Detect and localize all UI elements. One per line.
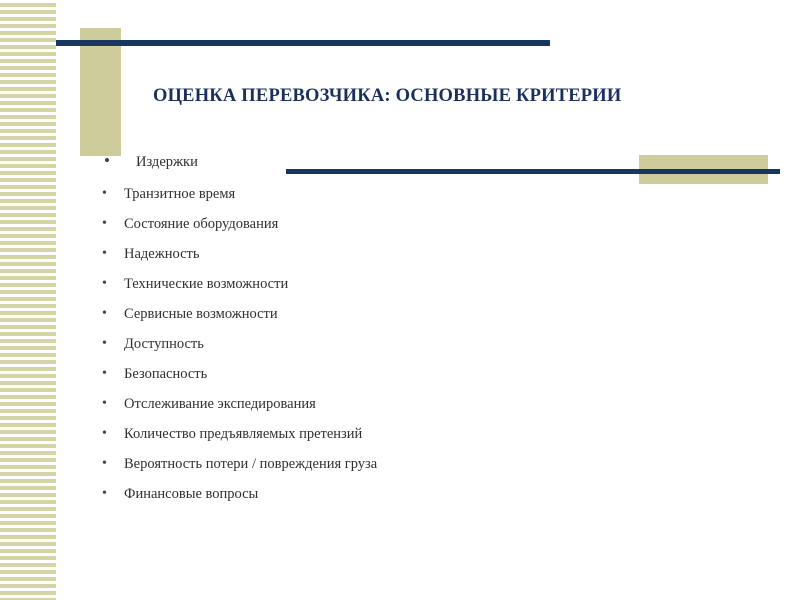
list-item-label: Отслеживание экспедирования [124,396,316,412]
bullet-icon: • [102,276,107,291]
bullet-icon: • [102,246,107,261]
bullet-icon: • [102,366,107,381]
bullet-icon: • [102,396,107,411]
list-item-label: Транзитное время [124,186,236,202]
list-item-label: Доступность [124,336,204,352]
bullet-icon: • [104,151,110,170]
bullet-icon: • [102,306,107,321]
slide-title: ОЦЕНКА ПЕРЕВОЗЧИКА: ОСНОВНЫЕ КРИТЕРИИ [153,86,622,106]
list-item-label: Надежность [124,246,200,262]
left-stripes-decoration [0,0,56,600]
bullet-icon: • [102,186,107,201]
top-accent-bar [56,40,550,46]
list-item-label: Безопасность [124,366,208,382]
list-item-label: Состояние оборудования [124,216,279,232]
list-item-label: Вероятность потери / повреждения груза [124,456,378,472]
bullet-icon: • [102,426,107,441]
bullet-icon: • [102,216,107,231]
list-item-label: Технические возможности [124,276,289,292]
top-accent-block [80,28,121,156]
bullet-icon: • [102,456,107,471]
list-item-label: Количество предъявляемых претензий [124,426,363,442]
middle-accent-bar [286,169,780,174]
bullet-icon: • [102,336,107,351]
list-item-label: Финансовые вопросы [124,486,259,502]
list-item-label: Сервисные возможности [124,306,278,322]
bullet-icon: • [102,486,107,501]
list-item-label: Издержки [136,154,198,170]
